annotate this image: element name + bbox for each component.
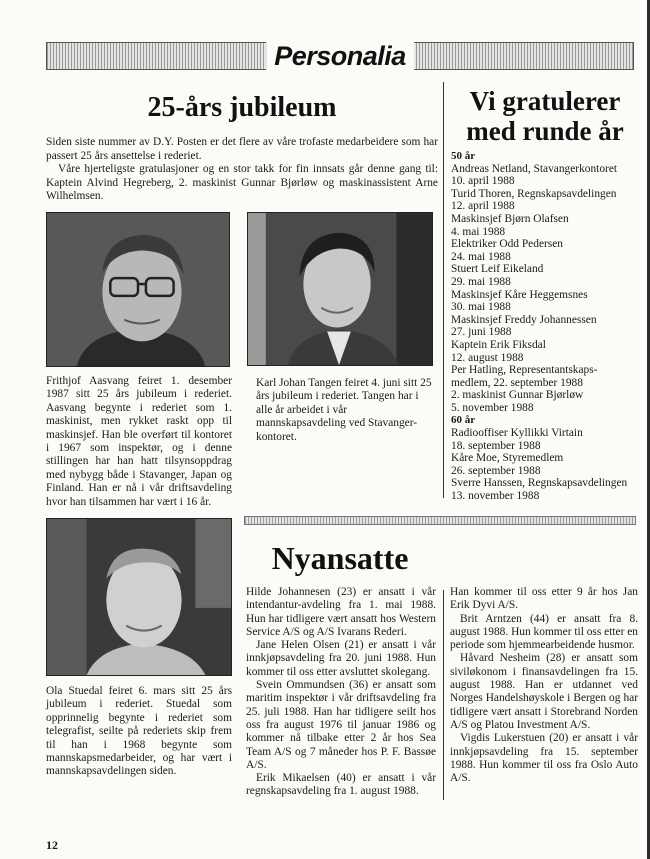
column-divider-lower bbox=[443, 590, 444, 800]
section-divider-bar bbox=[244, 516, 636, 525]
photo-tangen bbox=[247, 212, 433, 366]
list-item: 2. maskinist Gunnar Bjørløw bbox=[451, 389, 584, 402]
list-item: 18. september 1988 bbox=[451, 439, 541, 452]
nyansatte-paragraph: Jane Helen Olsen (21) er ansatt i vår innkjøpsavdeling fra 20. juni 1988. Hun kommer til oss etter avsluttet skolegang. bbox=[246, 639, 436, 678]
gratulerer-list bbox=[451, 150, 637, 503]
list-item: Radiooffiser Kyllikki Virtain bbox=[451, 427, 583, 440]
intro-paragraph: Siden siste nummer av D.Y. Posten er det flere av våre trofaste medarbeidere som har passert 25 års ansettelse i rederiet. bbox=[46, 136, 438, 162]
nyansatte-paragraph: Hilde Johannesen (23) er ansatt i vår intendantur-avdeling fra 1. mai 1988. Hun har tidligere vært ansatt hos Western Service A/S og A/S Ivarans Rederi. bbox=[246, 586, 436, 638]
nyansatte-heading: Nyansatte bbox=[271, 540, 409, 576]
nyansatte-paragraph: Han kommer til oss etter 9 år hos Jan Erik Dyvi A/S. bbox=[450, 586, 638, 612]
list-item: Maskinsjef Freddy Johannessen bbox=[451, 313, 597, 326]
caption-stuedal: Ola Stuedal feiret 6. mars sitt 25 års jubileum i rederiet. Stuedal som opprinnelig begynte i rederiet som telegrafist, seilte på rederiets skip frem til han i 1968 begynte som mannskapsmedarbeider, og har vært i mannskapsavdelingen siden. bbox=[46, 685, 232, 778]
page-number: 12 bbox=[46, 838, 58, 852]
list-item: 12. april 1988 bbox=[451, 200, 515, 213]
intro-paragraph: Våre hjerteligste gratulasjoner og en stor takk for fin innsats går denne gang til: Kaptein Alvind Hegreberg, 2. maskinist Gunnar Bjørløw og maskinassistent Arne Wilhelmsen. bbox=[46, 163, 438, 202]
gratulerer-heading bbox=[450, 86, 640, 146]
list-item: 10. april 1988 bbox=[451, 175, 515, 188]
jubileum-heading: 25-års jubileum bbox=[147, 92, 337, 123]
caption-aasvang: Frithjof Aasvang feiret 1. desember 1987 sitt 25 års jubileum i rederiet. Aasvang begynte i rederiet som 1. maskinist, men rykket raskt opp til maskinsjef. Han ble overført til kontoret i 1967 som inspektør, og i denne stillingen har han hatt tilsynsoppdrag med nybygg både i Stavanger, Japan og Finland. Han er nå i vår driftsavdeling hvor han tilsammen har vært i 16 år. bbox=[46, 375, 232, 508]
list-item: 13. november 1988 bbox=[451, 490, 540, 503]
list-item: Stuert Leif Eikeland bbox=[451, 263, 544, 276]
section-banner bbox=[46, 42, 634, 70]
gratulerer-heading-line1: Vi gratulerer bbox=[469, 86, 621, 116]
nyansatte-paragraph: Svein Ommundsen (36) er ansatt som maritim inspektør i vår driftsavdeling fra 25. juli 1988. Han har tidligere seilt hos oss fra august 1976 til januar 1986 og kommer nå tilbake etter 2 år hos Sea Team A/S og 7 måneder hos P. F. Bassøe A/S. bbox=[246, 679, 436, 771]
list-item: Kåre Moe, Styremedlem bbox=[451, 452, 564, 465]
list-item: 26. september 1988 bbox=[451, 464, 541, 477]
nyansatte-column-right bbox=[450, 586, 638, 785]
list-item: 4. mai 1988 bbox=[451, 225, 506, 238]
list-item: 27. juni 1988 bbox=[451, 326, 512, 339]
list-item: 24. mai 1988 bbox=[451, 250, 511, 263]
list-item: Sverre Hanssen, Regnskapsavdelingen bbox=[451, 477, 628, 490]
list-item: 12. august 1988 bbox=[451, 351, 524, 364]
section-heading-50: 50 år bbox=[451, 150, 476, 162]
section-heading-60: 60 år bbox=[451, 414, 476, 427]
caption-tangen: Karl Johan Tangen feiret 4. juni sitt 25 års jubileum i rederiet. Tangen har i alle år arbeidet i vår mannskapsavdeling ved Stavanger-kontoret. bbox=[256, 377, 432, 443]
gratulerer-heading-line2: med runde år bbox=[466, 116, 624, 146]
jubileum-intro bbox=[46, 136, 438, 204]
nyansatte-column-left bbox=[246, 586, 436, 799]
list-item: Kaptein Erik Fiksdal bbox=[451, 338, 546, 351]
list-item: medlem, 22. september 1988 bbox=[451, 376, 583, 389]
list-item: Maskinsjef Kåre Heggemsnes bbox=[451, 288, 588, 301]
list-item: Per Hatling, Representantskaps- bbox=[451, 364, 598, 377]
list-item: Andreas Netland, Stavangerkontoret bbox=[451, 162, 618, 175]
list-item: 30. mai 1988 bbox=[451, 301, 511, 314]
list-item: 29. mai 1988 bbox=[451, 275, 511, 288]
column-divider bbox=[443, 82, 444, 498]
photo-aasvang bbox=[46, 212, 230, 367]
nyansatte-paragraph: Vigdis Lukerstuen (20) er ansatt i vår innkjøpsavdeling fra 15. september 1988. Hun kommer til oss fra Oslo Auto A/S. bbox=[450, 732, 638, 785]
list-item: Elektriker Odd Pedersen bbox=[451, 238, 563, 251]
nyansatte-paragraph: Brit Arntzen (44) er ansatt fra 8. august 1988. Hun kommer til oss etter en periode som hjemmearbeidende husmor. bbox=[450, 612, 638, 652]
list-item: Turid Thoren, Regnskapsavdelingen bbox=[451, 187, 617, 200]
nyansatte-paragraph: Håvard Nesheim (28) er ansatt som siviløkonom i finansavdelingen fra 15. august 1988. Han er utdannet ved Norges Handelshøyskole i Bergen og har tidligere vært ansatt i Storebrand Norden A/S og Platou Investment A/S. bbox=[450, 652, 638, 731]
nyansatte-paragraph: Erik Mikaelsen (40) er ansatt i vår regnskapsavdeling fra 1. august 1988. bbox=[246, 772, 436, 798]
section-title: Personalia bbox=[266, 40, 414, 72]
list-item: Maskinsjef Bjørn Olafsen bbox=[451, 212, 569, 225]
list-item: 5. november 1988 bbox=[451, 401, 534, 414]
